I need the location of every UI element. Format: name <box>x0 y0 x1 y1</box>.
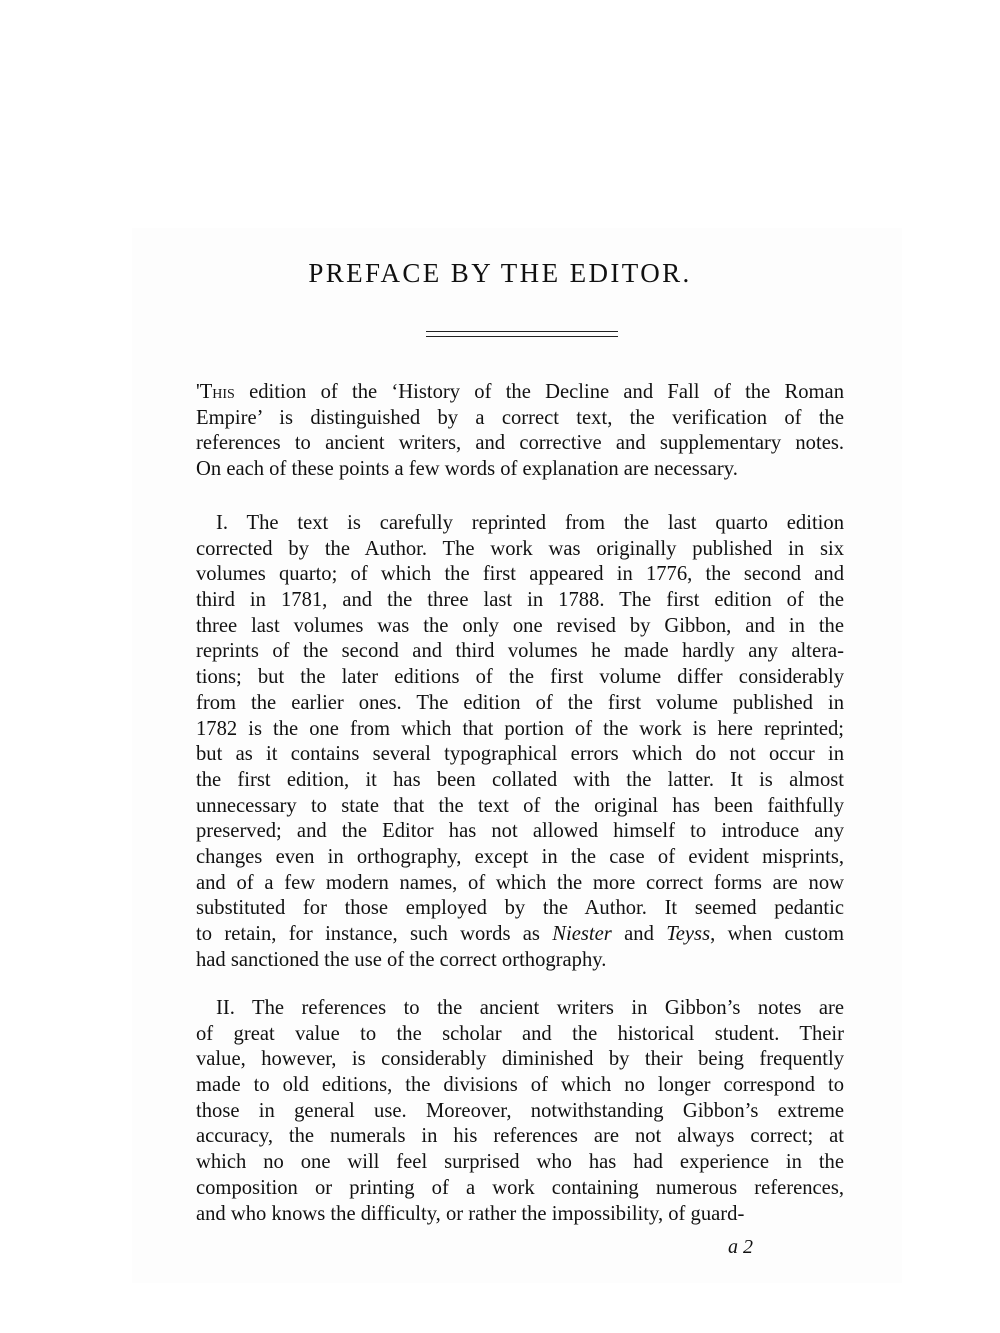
text-line <box>196 1047 844 1073</box>
text-line <box>196 1176 844 1202</box>
text-segment: accuracy, the numerals in his references are not always correct; at <box>196 1125 844 1148</box>
text-line <box>196 431 844 457</box>
text-line <box>196 639 844 665</box>
text-segment: Empire’ is distinguished by a correct text, the verification of the <box>196 406 844 429</box>
text-segment: reprints of the second and third volumes he made hardly any altera- <box>196 640 844 663</box>
text-segment: to retain, for instance, such words as <box>196 923 553 945</box>
text-segment: and of a few modern names, of which the more correct forms are now <box>196 871 844 894</box>
text-line <box>196 948 844 974</box>
text-line <box>196 896 844 922</box>
text-line <box>196 665 844 691</box>
signature-mark: a 2 <box>728 1236 753 1258</box>
text-line <box>196 614 844 640</box>
text-segment: tions; but the later editions of the first volume differ considerably <box>196 666 844 689</box>
page-title: PREFACE BY THE EDITOR. <box>308 258 692 288</box>
text-segment: references to ancient writers, and corrective and supplementary notes. <box>196 432 844 455</box>
text-segment: 1782 is the one from which that portion of the work is here reprinted; <box>196 717 844 740</box>
text-segment: preserved; and the Editor has not allowed himself to introduce any <box>196 820 844 843</box>
text-segment: value, however, is considerably diminished by their being frequently <box>196 1048 844 1071</box>
text-segment: II. The references to the ancient writers in Gibbon’s notes are <box>216 997 844 1019</box>
text-line <box>196 1150 844 1176</box>
paragraph-text-section <box>196 511 844 973</box>
text-line <box>196 380 844 406</box>
text-segment: unnecessary to state that the text of the original has been faithfully <box>196 794 844 817</box>
text-line <box>196 691 844 717</box>
text-line <box>196 1099 844 1125</box>
text-segment: made to old editions, the divisions of which no longer correspond to <box>196 1074 844 1097</box>
title-divider-upper <box>426 331 618 332</box>
text-segment: substituted for those employed by the Author. It seemed pedantic <box>196 897 844 920</box>
paragraph-intro <box>196 380 844 483</box>
text-line <box>196 794 844 820</box>
text-line <box>196 768 844 794</box>
text-segment-italic: Niester <box>552 923 612 945</box>
text-segment: three last volumes was the only one revised by Gibbon, and in the <box>196 614 844 637</box>
text-segment: from the earlier ones. The edition of the first volume published in <box>196 691 844 714</box>
text-line <box>196 1124 844 1150</box>
text-segment: which no one will feel surprised who has had experience in the <box>196 1151 844 1174</box>
text-segment: but as it contains several typographical errors which do not occur in <box>196 743 844 766</box>
text-segment: and who knows the difficulty, or rather the impossibility, of guard- <box>196 1202 745 1225</box>
text-segment: changes even in orthography, except in the case of evident misprints, <box>196 845 844 868</box>
text-segment: and <box>611 923 667 945</box>
paragraph-references-section <box>196 996 844 1227</box>
text-line <box>196 457 844 483</box>
text-line <box>196 819 844 845</box>
text-segment: third in 1781, and the three last in 1788. The first edition of the <box>196 589 844 612</box>
text-line <box>196 845 844 871</box>
text-line <box>196 1073 844 1099</box>
text-line <box>196 537 844 563</box>
text-line <box>196 871 844 897</box>
text-line <box>196 1202 844 1228</box>
text-segment: edition of the ‘History of the Decline and Fall of the Roman <box>234 381 844 403</box>
text-line <box>196 996 844 1022</box>
text-segment: the first edition, it has been collated with the latter. It is almost <box>196 768 844 791</box>
text-segment: of great value to the scholar and the historical student. Their <box>196 1022 844 1045</box>
text-line <box>196 1022 844 1048</box>
text-line <box>196 562 844 588</box>
text-segment: volumes quarto; of which the first appeared in 1776, the second and <box>196 563 844 586</box>
text-segment: composition or printing of a work containing numerous references, <box>196 1176 844 1199</box>
text-segment: I. The text is carefully reprinted from the last quarto edition <box>216 512 844 534</box>
text-segment: , when custom <box>710 923 845 945</box>
text-segment-italic: Teyss <box>666 923 711 945</box>
text-segment: On each of these points a few words of explanation are necessary. <box>196 458 738 481</box>
text-segment: corrected by the Author. The work was originally published in six <box>196 537 844 560</box>
title-divider-lower <box>426 336 618 337</box>
text-line <box>196 511 844 537</box>
text-line <box>196 742 844 768</box>
text-line <box>196 717 844 743</box>
text-segment: had sanctioned the use of the correct orthography. <box>196 948 607 971</box>
text-segment-small-caps: 'This <box>196 381 235 403</box>
text-line <box>196 922 844 948</box>
text-segment: those in general use. Moreover, notwithstanding Gibbon’s extreme <box>196 1099 844 1122</box>
text-line <box>196 406 844 432</box>
text-line <box>196 588 844 614</box>
